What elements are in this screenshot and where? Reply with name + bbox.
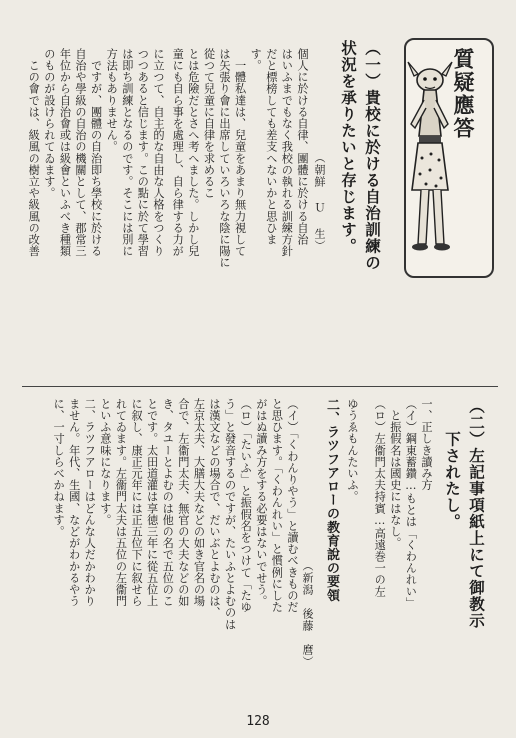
question-2-asker: （新潟 後藤 麿） [301, 560, 314, 668]
section-divider [22, 386, 498, 387]
question-1-title: （一）貴校に於ける自治訓練の 状況を承りたいと存じます。 [339, 40, 382, 271]
question-2-item-1: 一、正しき讀み方 （イ）鋼東蓄鑽…もとは「くわんれい」 と振假名は國史にはなし。 （ロ）左衞門太夫持賓…高遠巻一の左 [373, 398, 433, 609]
answer-2-body: （イ）「くわんりやう」と讀むべきものだ と思ひます。「くわんれい」と慣例にした がはぬ讀み方をする必要はないでせう。 （ロ）「たいふ」と振假名をつけて「たゆ う」と發音するのですが、たいふとよむのは は漢文などの場合で、だいぶとよむのは、 左京太夫、大膳大夫などの如き官名の場 合で、左衞門太夫、無官の大夫などの如 き、タユーとよむのは他の名で五位のこ とです。太田道灌は享徳三年に從五位上 に叙し、康正元年には正五位下に叙せら れてゐます。左衞門太夫は五位の左衞門 といふ意味になります。 二、ラツフアローはどんな人だかわかり ません。年代、生國、などがわかるやう に、一寸しらべかねます。 [52, 398, 299, 630]
question-2-title: （二）左記事項紙上にて御教示 下されたし。 [443, 398, 486, 629]
answer-1-body: 個人に於ける自律、團體に於ける自治 はいふまでもなく我校の執れる訓練方針 だと標榜しても差支へないかと思ひま す。 一體私達は、兒童をあまり無力視して は矢張り會に出席していろいろな陰に陽に 從つて兒童に自律を求めるこ とは危險だとさへ考へました。しかし兒 童にも自ら事を處理し、自ら律する力が [171, 48, 309, 269]
answer-1-continuation: に立つて、自主的な自由な人格をつくり つつあると信じます。この點に於て學習 は即ち訓練となるのです。そこには別に 方法もありません。 ですが、團體の自治即ち學校に於ける 自治や學級の自治の機關として、郡常三 年位から自治會或は級會といふべき種類 のものが設けられてゐます。 この會では、級風の樹立や級風の改善 [27, 48, 165, 257]
figure-illustration [406, 40, 492, 276]
question-1-asker: （朝鮮 Ｕ 生） [313, 152, 326, 252]
qa-title: 質疑應答 [451, 48, 476, 140]
qa-column-badge [404, 38, 494, 278]
page-number: 128 [246, 714, 270, 729]
question-2-item-1-reading: ゆうゑもんたいふ。 [346, 398, 359, 503]
question-2-item-2: 二、ラツフアローの教育說の要領 [324, 398, 339, 602]
